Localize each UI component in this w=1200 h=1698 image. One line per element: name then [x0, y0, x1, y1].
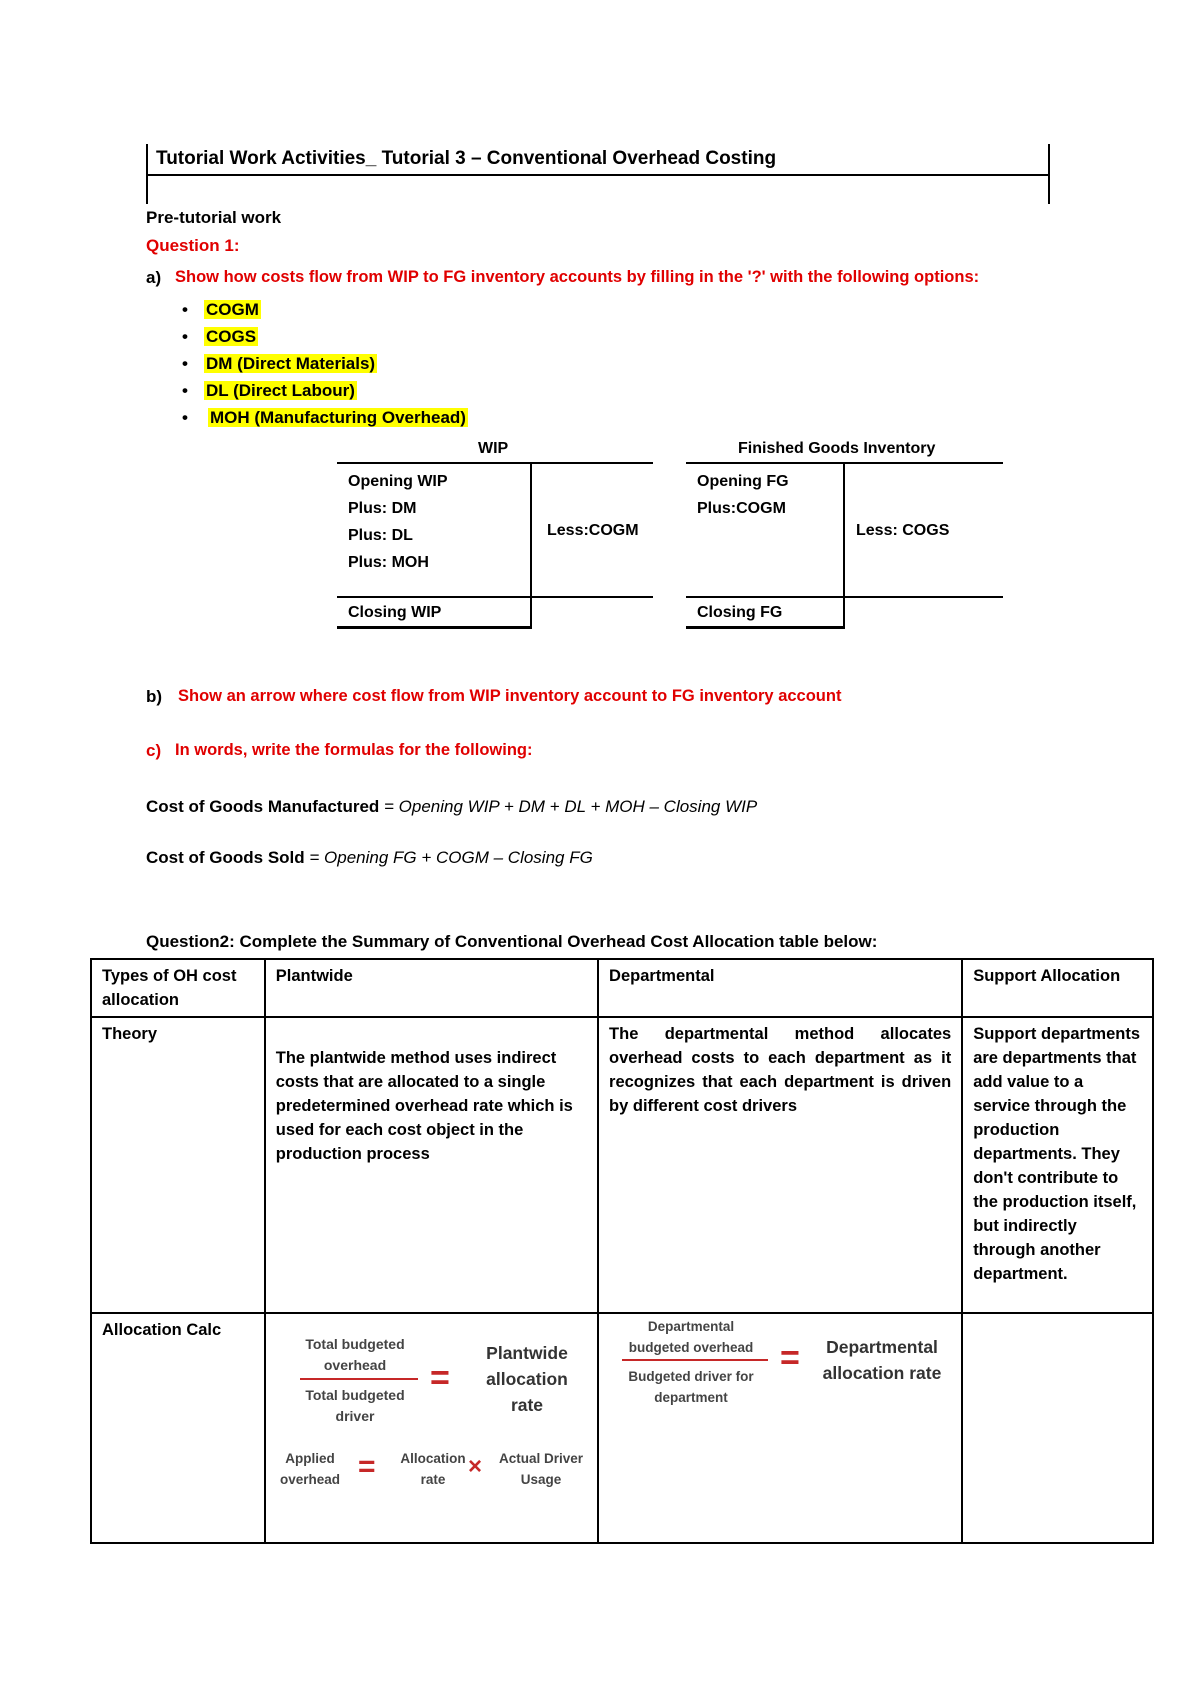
cogs-label: Cost of Goods Sold — [146, 848, 305, 867]
plantwide-denominator: Total budgeted driver — [305, 1387, 405, 1424]
option-dl: • DL (Direct Labour) — [182, 381, 355, 400]
question2-heading: Question2: Complete the Summary of Conventional Overhead Cost Allocation table below: — [146, 932, 878, 951]
row-label-calc: Allocation Calc — [91, 1313, 265, 1543]
oh-allocation-table — [90, 958, 1154, 1544]
fg-bottom-line — [686, 626, 845, 629]
actual-driver-usage: Actual Driver Usage — [498, 1451, 584, 1487]
header-departmental: Departmental — [598, 959, 962, 1017]
theory-departmental: The departmental method allocates overhead costs to each department as it recognizes that each department is driven by different cost drivers — [598, 1017, 962, 1313]
fg-closing-line — [686, 596, 1003, 598]
theory-plantwide: The plantwide method uses indirect costs that are allocated to a single predetermined overhead rate which is used for each cost object in the production process — [265, 1017, 598, 1313]
wip-debits: Opening WIP Plus: DM Plus: DL Plus: MOH — [348, 473, 448, 571]
wip-bottom-line — [337, 626, 532, 629]
q1c-text: In words, write the formulas for the following: — [175, 741, 533, 759]
applied-equals-icon: = — [358, 1450, 376, 1483]
wip-top-line — [337, 462, 653, 464]
wip-center-line — [530, 462, 532, 628]
fg-heading: Finished Goods Inventory — [738, 440, 936, 457]
fg-debits: Opening FG Plus:COGM — [697, 473, 789, 517]
q1b-label: b) — [146, 687, 163, 706]
cogm-formula: = Opening WIP + DM + DL + MOH – Closing WIP — [379, 797, 758, 816]
wip-closing: Closing WIP — [348, 604, 442, 621]
plantwide-fraction-bar — [300, 1378, 418, 1380]
cogm-label: Cost of Goods Manufactured — [146, 797, 380, 816]
wip-heading: WIP — [478, 440, 509, 457]
title-right-bar — [1048, 144, 1050, 204]
option-cogs: • COGS — [182, 327, 257, 346]
page-title: Tutorial Work Activities_ Tutorial 3 – Conventional Overhead Costing — [156, 148, 777, 169]
departmental-numerator: Departmental budgeted overhead — [628, 1319, 754, 1355]
departmental-result: Departmental allocation rate — [822, 1337, 942, 1383]
q1c-label: c) — [146, 741, 162, 760]
option-cogm: • COGM — [182, 300, 259, 319]
q1a-text: Show how costs flow from WIP to FG inventory accounts by filling in the '?' with the following options: — [175, 268, 980, 286]
header-plantwide: Plantwide — [265, 959, 598, 1017]
plantwide-numerator: Total budgeted overhead — [305, 1336, 405, 1373]
cogs-formula-line — [146, 848, 593, 868]
plantwide-equals-icon: = — [430, 1359, 450, 1397]
header-support: Support Allocation — [962, 959, 1153, 1017]
wip-closing-line — [337, 596, 653, 598]
row-label-theory: Theory — [91, 1017, 265, 1313]
plantwide-result: Plantwide allocation rate — [486, 1343, 568, 1415]
pre-tutorial-heading: Pre-tutorial work — [146, 208, 282, 227]
cogm-formula-line — [146, 797, 757, 817]
wip-credit: Less:COGM — [547, 522, 639, 539]
allocation-rate: Allocation rate — [400, 1451, 466, 1487]
multiply-icon: × — [468, 1453, 483, 1480]
option-dm: • DM (Direct Materials) — [182, 354, 376, 373]
fg-credit: Less: COGS — [856, 522, 950, 539]
calc-support-cell — [962, 1313, 1153, 1543]
fg-center-line — [843, 462, 845, 628]
departmental-equals-icon: = — [780, 1339, 800, 1377]
theory-support: Support departments are departments that add value to a service through the production departments. They don't contribute to the production itself, but indirectly through another department. — [962, 1017, 1153, 1313]
table-row-theory — [91, 1017, 1153, 1313]
applied-overhead: Applied overhead — [279, 1451, 341, 1487]
option-moh: • MOH (Manufacturing Overhead) — [182, 408, 466, 427]
departmental-denominator: Budgeted driver for department — [628, 1369, 754, 1405]
departmental-fraction-bar — [622, 1359, 768, 1361]
q1a-label: a) — [146, 268, 162, 287]
question1-heading: Question 1: — [146, 236, 240, 255]
table-header-row — [91, 959, 1153, 1017]
title-underline — [146, 174, 1050, 176]
fg-closing: Closing FG — [697, 604, 783, 621]
cogs-formula: = Opening FG + COGM – Closing FG — [304, 848, 593, 867]
q1b-text: Show an arrow where cost flow from WIP inventory account to FG inventory account — [178, 687, 842, 705]
header-types: Types of OH cost allocation — [91, 959, 265, 1017]
title-box — [146, 144, 1050, 204]
